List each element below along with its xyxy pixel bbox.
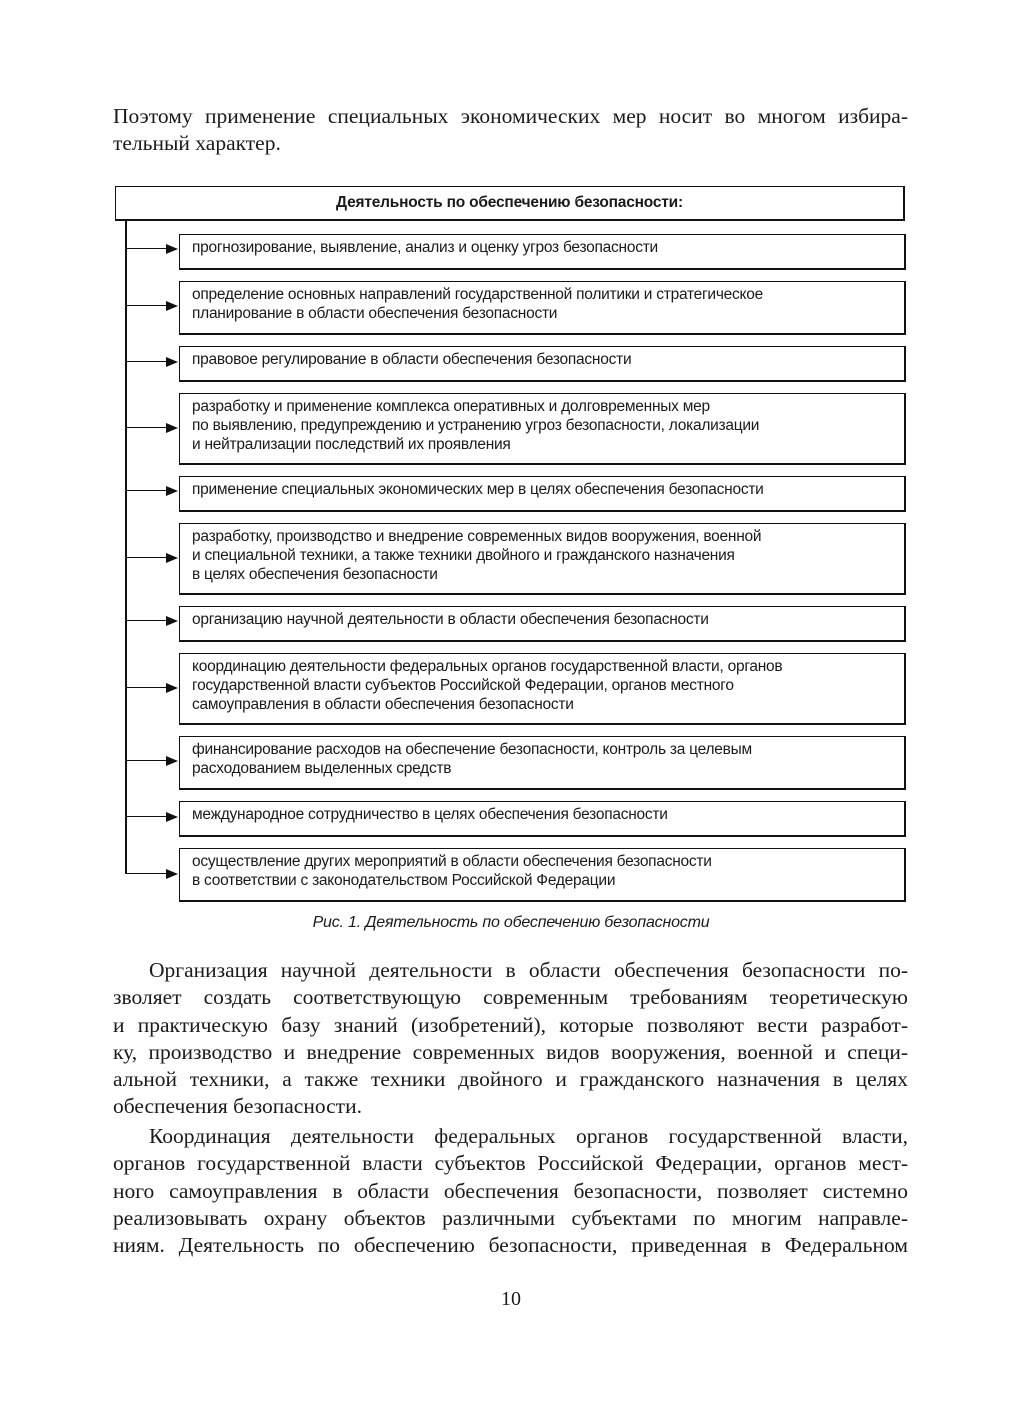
body-paragraph	[113, 957, 908, 1121]
arrow-icon	[126, 423, 178, 433]
text-line: Организация научной деятельности в области обеспечения безопасности по-	[149, 958, 908, 982]
diagram-item: применение специальных экономических мер в целях обеспечения безопасности	[179, 476, 906, 512]
arrow-icon	[126, 553, 178, 563]
text-line: и практическую базу знаний (изобретений), которые позволяют вести разработ-	[113, 1012, 908, 1037]
arrow-icon	[126, 756, 178, 766]
text-line: зволяет создать соответствующую современным требованиям теоретическую	[113, 985, 908, 1010]
arrow-icon	[126, 244, 178, 254]
text-line: тельный характер.	[113, 131, 281, 156]
text-line: ниям. Деятельность по обеспечению безопасности, приведенная в Федеральном	[113, 1233, 908, 1258]
body-paragraph	[113, 1123, 908, 1259]
arrow-icon	[126, 869, 178, 879]
text-line: ного самоуправления в области обеспечения безопасности, позволяет системно	[113, 1178, 908, 1203]
intro-paragraph	[113, 103, 908, 158]
arrow-icon	[126, 357, 178, 367]
diagram-item: осуществление других мероприятий в области обеспечения безопасности в соответствии с законодательством Российской Федерации	[179, 848, 906, 902]
text-line: альной техники, а также техники двойного и гражданского назначения в целях	[113, 1067, 908, 1092]
diagram-item: координацию деятельности федеральных органов государственной власти, органов государственной власти субъектов Российской Федерации, органов местного самоуправления в области обеспечения безопасности	[179, 653, 906, 725]
text-line: органов государственной власти субъектов Российской Федерации, органов мест-	[113, 1151, 908, 1176]
diagram-item: правовое регулирование в области обеспечения безопасности	[179, 346, 906, 382]
diagram-item: финансирование расходов на обеспечение безопасности, контроль за целевым расходованием выделенных средств	[179, 736, 906, 790]
text-line: Координация деятельности федеральных органов государственной власти,	[149, 1124, 908, 1148]
arrow-icon	[126, 683, 178, 693]
text-line: ку, производство и внедрение современных видов вооружения, военной и специ-	[113, 1039, 908, 1064]
page-number: 10	[501, 1288, 521, 1310]
figure-caption: Рис. 1. Деятельность по обеспечению безопасности	[312, 914, 710, 931]
arrow-icon	[126, 812, 178, 822]
diagram-item: определение основных направлений государственной политики и стратегическое планирование в области обеспечения безопасности	[179, 281, 906, 335]
diagram-item: международное сотрудничество в целях обеспечения безопасности	[179, 801, 906, 837]
diagram-item: разработку, производство и внедрение современных видов вооружения, военной и специальной техники, а также техники двойного и гражданского назначения в целях обеспечения безопасности	[179, 523, 906, 595]
text-line: реализовывать охрану объектов различными субъектами по многим направле-	[113, 1205, 908, 1230]
text-line: обеспечения безопасности.	[113, 1094, 362, 1119]
diagram-item: прогнозирование, выявление, анализ и оценку угроз безопасности	[179, 234, 906, 270]
diagram-header-box: Деятельность по обеспечению безопасности:	[115, 186, 905, 221]
connector-line	[125, 221, 127, 874]
diagram-item: организацию научной деятельности в области обеспечения безопасности	[179, 606, 906, 642]
arrow-icon	[126, 616, 178, 626]
arrow-icon	[126, 486, 178, 496]
text-line: Поэтому применение специальных экономических мер носит во многом избира-	[113, 104, 908, 128]
diagram-item: разработку и применение комплекса оперативных и долговременных мер по выявлению, предупреждению и устранению угроз безопасности, локализации и нейтрализации последствий их проявления	[179, 393, 906, 465]
arrow-icon	[126, 301, 178, 311]
